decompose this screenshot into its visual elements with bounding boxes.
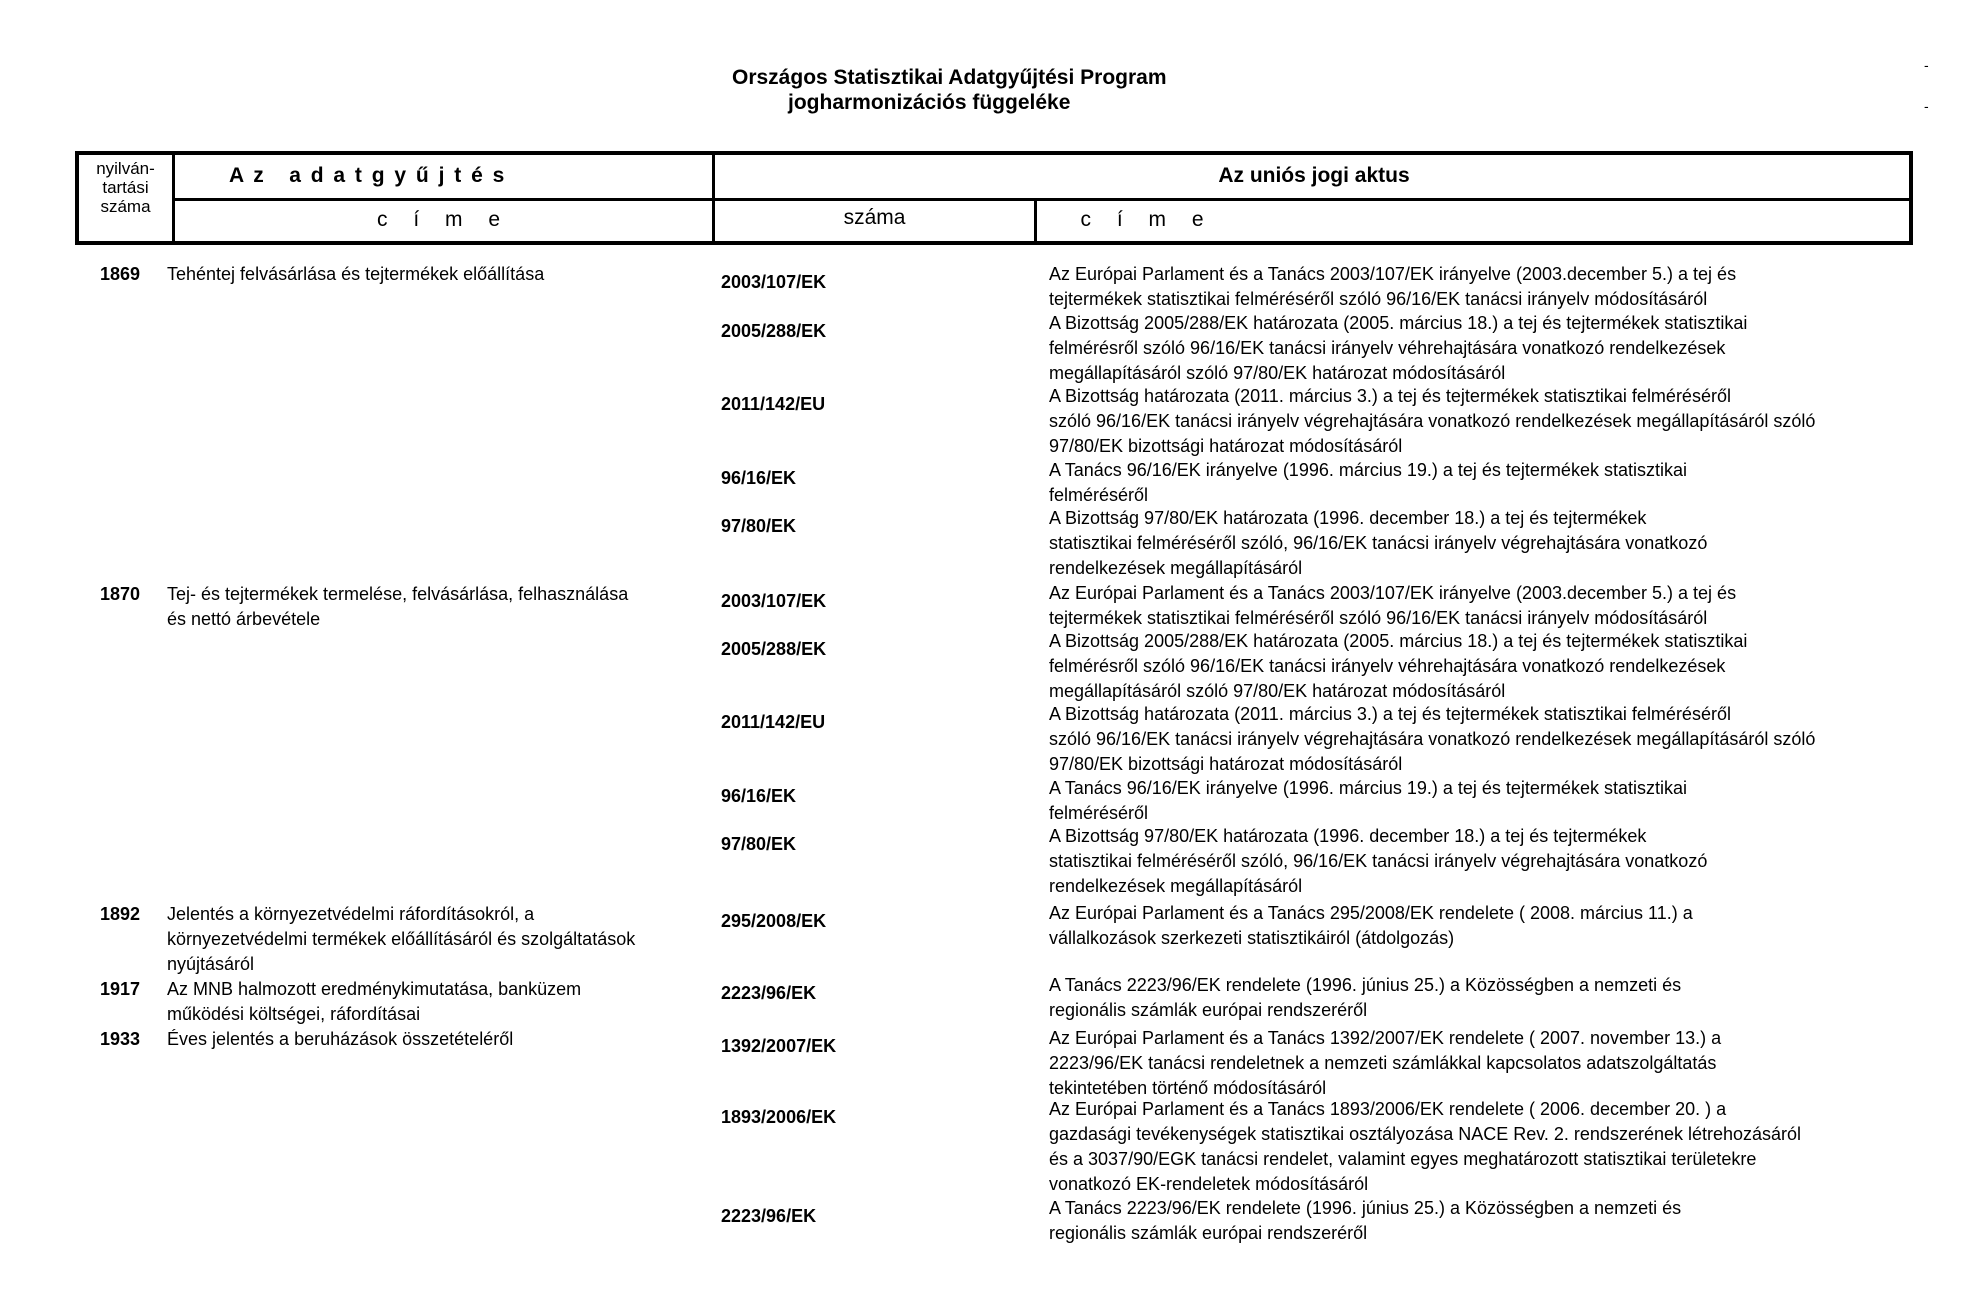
collection-title: Jelentés a környezetvédelmi ráfordításokról, a környezetvédelmi termékek előállításáról és szolgáltatások nyújtásáról — [167, 904, 636, 974]
act-title: A Bizottság 97/80/EK határozata (1996. december 18.) a tej és tejtermékek statisztikai felméréséről szóló, 96/16/EK tanácsi irányelv végrehajtására vonatkozó rendelkezések megállapításáról — [1049, 826, 1708, 896]
collection-title: Az MNB halmozott eredménykimutatása, banküzem működési költségei, ráfordításai — [167, 979, 582, 1024]
act-number: 96/16/EK — [721, 468, 797, 488]
act-number: 96/16/EK — [721, 786, 797, 806]
act-number: 2011/142/EU — [721, 712, 826, 732]
header-act-number: száma — [843, 206, 906, 229]
act-title: A Bizottság 2005/288/EK határozata (2005. március 18.) a tej és tejtermékek statisztikai felmérésről szóló 96/16/EK tanácsi irányelv véhrehajtására vonatkozó rendelkezések megállapításáról szóló 97/80/EK határozat módosításáról — [1049, 313, 1748, 383]
act-number: 2003/107/EK — [721, 591, 827, 611]
act-number: 2005/288/EK — [721, 639, 827, 659]
act-title: A Tanács 2223/96/EK rendelete (1996. június 25.) a Közösségben a nemzeti és regionális számlák európai rendszeréről — [1049, 1198, 1682, 1243]
collection-title: Tej- és tejtermékek termelése, felvásárlása, felhasználása és nettó árbevétele — [167, 584, 629, 629]
collection-title: Éves jelentés a beruházások összetételéről — [167, 1029, 514, 1049]
act-number: 2223/96/EK — [721, 1206, 817, 1226]
act-title: A Bizottság 97/80/EK határozata (1996. december 18.) a tej és tejtermékek statisztikai felméréséről szóló, 96/16/EK tanácsi irányelv végrehajtására vonatkozó rendelkezések megállapításáról — [1049, 508, 1708, 578]
act-title: A Tanács 96/16/EK irányelve (1996. március 19.) a tej és tejtermékek statisztikai felméréséről — [1049, 460, 1687, 505]
registry-number: 1917 — [100, 979, 141, 999]
act-number: 1392/2007/EK — [721, 1036, 837, 1056]
collection-title: Tehéntej felvásárlása és tejtermékek előállítása — [167, 264, 545, 284]
act-number: 97/80/EK — [721, 516, 797, 536]
act-title: Az Európai Parlament és a Tanács 2003/107/EK irányelve (2003.december 5.) a tej és tejtermékek statisztikai felméréséről szóló 96/16/EK tanácsi irányelv módosításáról — [1049, 583, 1737, 628]
act-title: A Bizottság 2005/288/EK határozata (2005. március 18.) a tej és tejtermékek statisztikai felmérésről szóló 96/16/EK tanácsi irányelv véhrehajtására vonatkozó rendelkezések megállapításáról szóló 97/80/EK határozat módosításáról — [1049, 631, 1748, 701]
act-number: 2223/96/EK — [721, 983, 817, 1003]
registry-number: 1870 — [100, 584, 141, 604]
corner-mark: - — [1924, 57, 1929, 73]
header-act-title: c í m e — [1080, 208, 1214, 231]
registry-number: 1892 — [100, 904, 141, 924]
header-registry-number: nyilván- tartási száma — [96, 159, 155, 216]
registry-number: 1933 — [100, 1029, 141, 1049]
corner-mark: - — [1924, 98, 1929, 114]
act-title: Az Európai Parlament és a Tanács 295/2008/EK rendelete ( 2008. március 11.) a vállalkozások szerkezeti statisztikáiról (átdolgozás) — [1049, 903, 1693, 948]
header-table — [75, 151, 1913, 245]
act-title: A Tanács 2223/96/EK rendelete (1996. június 25.) a Közösségben a nemzeti és regionális számlák európai rendszeréről — [1049, 975, 1682, 1020]
header-eu-act: Az uniós jogi aktus — [1218, 164, 1410, 187]
registry-number: 1869 — [100, 264, 141, 284]
header-collection-title: A z a d a t g y ű j t é s — [229, 164, 507, 187]
act-title: Az Európai Parlament és a Tanács 2003/107/EK irányelve (2003.december 5.) a tej és tejtermékek statisztikai felméréséről szóló 96/16/EK tanácsi irányelv módosításáról — [1049, 264, 1737, 309]
act-number: 2011/142/EU — [721, 394, 826, 414]
act-number: 2005/288/EK — [721, 321, 827, 341]
act-title: A Bizottság határozata (2011. március 3.) a tej és tejtermékek statisztikai felméréséről szóló 96/16/EK tanácsi irányelv végrehajtására vonatkozó rendelkezések megállapításáról szóló 97/80/EK bizottsági határozat módosításáról — [1049, 704, 1816, 774]
act-number: 2003/107/EK — [721, 272, 827, 292]
act-number: 295/2008/EK — [721, 911, 827, 931]
act-title: Az Európai Parlament és a Tanács 1893/2006/EK rendelete ( 2006. december 20. ) a gazdasági tevékenységek statisztikai osztályozása NACE Rev. 2. rendszerének létrehozásáról és a 3037/90/EGK tanácsi rendelet, valamint egyes meghatározott statisztikai területekre vonatkozó EK-rendeletek módosításáról — [1049, 1099, 1802, 1194]
title-line-2: jogharmonizációs függeléke — [788, 91, 1071, 114]
act-title: A Tanács 96/16/EK irányelve (1996. március 19.) a tej és tejtermékek statisztikai felméréséről — [1049, 778, 1687, 823]
act-number: 97/80/EK — [721, 834, 797, 854]
act-number: 1893/2006/EK — [721, 1107, 837, 1127]
act-title: A Bizottság határozata (2011. március 3.) a tej és tejtermékek statisztikai felméréséről szóló 96/16/EK tanácsi irányelv végrehajtására vonatkozó rendelkezések megállapításáról szóló 97/80/EK bizottsági határozat módosításáról — [1049, 386, 1816, 456]
header-row-divider — [172, 198, 1909, 201]
title-line-1: Országos Statisztikai Adatgyűjtési Program — [732, 66, 1167, 89]
act-title: Az Európai Parlament és a Tanács 1392/2007/EK rendelete ( 2007. november 13.) a 2223/96/EK tanácsi rendeletnek a nemzeti számlákkal kapcsolatos adatszolgáltatás tekintetében történő módosításáról — [1049, 1028, 1722, 1098]
header-collection-name: c í m e — [376, 208, 510, 231]
